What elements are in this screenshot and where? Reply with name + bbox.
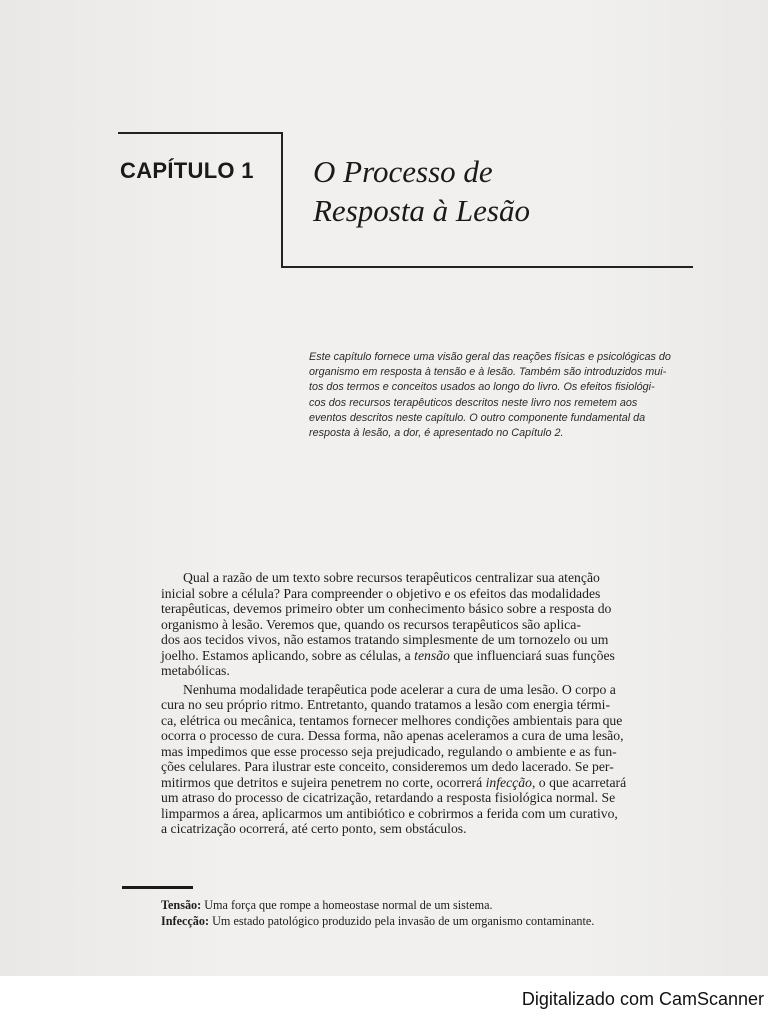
paragraph-line: Nenhuma modalidade terapêutica pode acelerar a cura de uma lesão. O corpo a — [183, 681, 616, 697]
intro-line: Este capítulo fornece uma visão geral das reações físicas e psicológicas do — [309, 351, 671, 363]
paragraph-line: mas impedimos que esse processo seja prejudicado, regulando o ambiente e as fun- — [161, 743, 617, 759]
intro-line: eventos descritos neste capítulo. O outro componente fundamental da — [309, 411, 646, 424]
paragraph-line: organismo à lesão. Veremos que, quando os recursos terapêuticos são aplica- — [161, 616, 581, 632]
paragraph-line: cura no seu próprio ritmo. Entretanto, quando tratamos a lesão com energia térmi- — [161, 697, 611, 712]
header-rule-top — [118, 132, 283, 134]
chapter-intro — [309, 350, 695, 441]
scanner-watermark — [0, 976, 768, 1024]
footnote-tensao — [161, 897, 721, 913]
intro-line: organismo em resposta à tensão e à lesão. Também são introduzidos mui- — [309, 366, 667, 379]
paragraph-line: Qual a razão de um texto sobre recursos terapêuticos centralizar sua atenção — [183, 570, 600, 585]
text-run: que influenciará suas funções — [449, 647, 615, 663]
body-text — [161, 570, 701, 837]
paragraph-line: limparmos a área, aplicarmos um antibiótico e cobrirmos a ferida com um curativo, — [161, 805, 618, 821]
header-rule-vertical — [281, 132, 283, 268]
footnote-infeccao — [161, 913, 721, 929]
chapter-label: CAPÍTULO 1 — [120, 158, 254, 183]
intro-line: tos dos termos e conceitos usados ao longo do livro. Os efeitos fisiológi- — [309, 381, 655, 394]
paragraph-line: metabólicas. — [161, 663, 230, 678]
footnote-rule — [122, 886, 193, 889]
footnote-definition: Uma força que rompe a homeostase normal de um sistema. — [201, 898, 493, 912]
term-infeccao: infecção — [485, 774, 532, 790]
paragraph-line: dos aos tecidos vivos, não estamos tratando simplesmente de um tornozelo ou um — [161, 632, 609, 647]
intro-line: resposta à lesão, a dor, é apresentado no Capítulo 2. — [309, 427, 564, 440]
footnote-term: Tensão: — [161, 898, 202, 912]
text-run: mitirmos que detritos e sujeira penetrem no corte, ocorrerá — [161, 774, 486, 790]
footnotes — [161, 897, 721, 929]
term-tensao: tensão — [414, 647, 450, 663]
text-run: , o que acarretará — [531, 774, 627, 790]
paragraph-line: inicial sobre a célula? Para compreender o objetivo e os efeitos das modalidades — [161, 585, 601, 601]
paragraph-line: ca, elétrica ou mecânica, tentamos fornecer melhores condições ambientais para que — [161, 712, 623, 728]
header-rule-bottom — [281, 266, 693, 268]
footnote-definition: Um estado patológico produzido pela invasão de um organismo contaminante. — [209, 914, 595, 928]
watermark-text: Digitalizado com CamScanner — [521, 989, 764, 1009]
footnote-term: Infecção: — [161, 914, 210, 928]
paragraph-line: ocorra o processo de cura. Dessa forma, não apenas aceleramos a cura de uma lesão, — [161, 728, 624, 743]
paragraph-line: um atraso do processo de cicatrização, retardando a resposta fisiológica normal. Se — [161, 790, 616, 805]
chapter-title-line: O Processo de — [313, 154, 493, 189]
paragraph-line — [161, 648, 701, 664]
paragraph-line: ções celulares. Para ilustrar este conceito, consideremos um dedo lacerado. Se per- — [161, 759, 614, 774]
paragraph-line: terapêuticas, devemos primeiro obter um conhecimento básico sobre a resposta do — [161, 601, 612, 616]
chapter-title — [313, 152, 643, 230]
paragraph-line: a cicatrização ocorrerá, até certo ponto, sem obstáculos. — [161, 821, 467, 836]
intro-line: cos dos recursos terapêuticos descritos neste livro nos remetem aos — [309, 396, 638, 409]
chapter-title-line: Resposta à Lesão — [313, 193, 530, 228]
paragraph-line — [161, 775, 701, 791]
text-run: joelho. Estamos aplicando, sobre as células, a — [161, 647, 415, 663]
